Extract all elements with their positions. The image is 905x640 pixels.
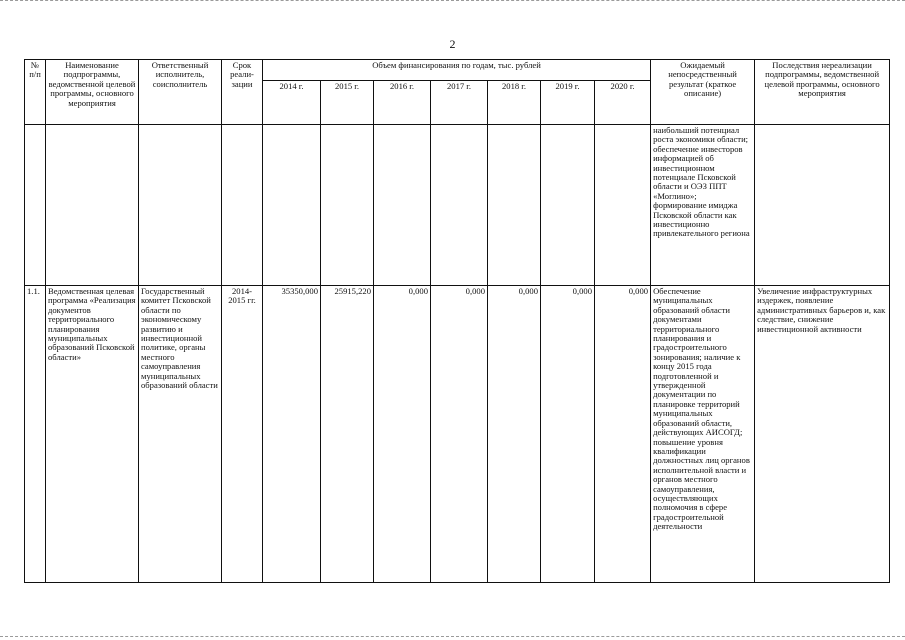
cell-empty (541, 125, 595, 286)
cell-funding-2016: 0,000 (374, 286, 431, 583)
scan-edge-top (0, 0, 905, 3)
cell-empty (263, 125, 321, 286)
cell-empty (595, 125, 651, 286)
cell-empty (321, 125, 374, 286)
table-row-continuation (25, 125, 890, 286)
header-result: Ожидаемый непосредственный результат (краткое описание) (651, 60, 755, 125)
cell-empty (755, 125, 890, 286)
cell-result-continuation: наибольший потенциал роста экономики области; обеспечение инвесторов информацией об инвестиционном потенциале Псковской области и ОЭЗ ППТ «Моглино»; формирование имиджа Псковской области как инвестиционно привлекательного региона (651, 125, 755, 286)
cell-term: 2014-2015 гг. (222, 286, 263, 583)
cell-funding-2018: 0,000 (488, 286, 541, 583)
cell-funding-2015: 25915,220 (321, 286, 374, 583)
header-year-2015: 2015 г. (321, 81, 374, 125)
header-term: Срок реали-зации (222, 60, 263, 125)
cell-consequences: Увеличение инфраструктурных издержек, появление административных барьеров и, как следствие, снижение инвестиционной активности (755, 286, 890, 583)
cell-name: Ведомственная целевая программа «Реализация документов территориального планирования муниципальных образований Псковской области» (46, 286, 139, 583)
header-year-2020: 2020 г. (595, 81, 651, 125)
cell-empty (222, 125, 263, 286)
header-consequences: Последствия нереализации подпрограммы, ведомственной целевой программы, основного мероприятия (755, 60, 890, 125)
cell-empty (25, 125, 46, 286)
cell-empty (488, 125, 541, 286)
cell-result: Обеспечение муниципальных образований области документами территориального планирования и градостроительного зонирования; наличие к концу 2015 года подготовленной и утвержденной документации по планировке территорий муниципальных образований области, действующих АИСОГД; повышение уровня квалификации должностных лиц органов исполнительной власти и органов местного самоуправления, осуществляющих полномочия в сфере градостроительной деятельности (651, 286, 755, 583)
cell-empty (431, 125, 488, 286)
table-row (25, 286, 890, 583)
cell-funding-2017: 0,000 (431, 286, 488, 583)
header-num: № п/п (25, 60, 46, 125)
cell-funding-2019: 0,000 (541, 286, 595, 583)
cell-executor: Государственный комитет Псковской области по экономическому развитию и инвестиционной политике, органы местного самоуправления муниципальных образований области (139, 286, 222, 583)
header-year-2019: 2019 г. (541, 81, 595, 125)
header-executor: Ответственный исполнитель, соисполнитель (139, 60, 222, 125)
cell-empty (139, 125, 222, 286)
program-table (24, 59, 890, 583)
header-name: Наименование подпрограммы, ведомственной целевой программы, основного мероприятия (46, 60, 139, 125)
cell-funding-2020: 0,000 (595, 286, 651, 583)
cell-num: 1.1. (25, 286, 46, 583)
header-year-2017: 2017 г. (431, 81, 488, 125)
cell-empty (46, 125, 139, 286)
scan-edge-bottom (0, 634, 905, 637)
header-funding: Объем финансирования по годам, тыс. рублей (263, 60, 651, 81)
header-year-2018: 2018 г. (488, 81, 541, 125)
page-number: 2 (449, 37, 456, 51)
header-year-2014: 2014 г. (263, 81, 321, 125)
cell-empty (374, 125, 431, 286)
cell-funding-2014: 35350,000 (263, 286, 321, 583)
header-year-2016: 2016 г. (374, 81, 431, 125)
